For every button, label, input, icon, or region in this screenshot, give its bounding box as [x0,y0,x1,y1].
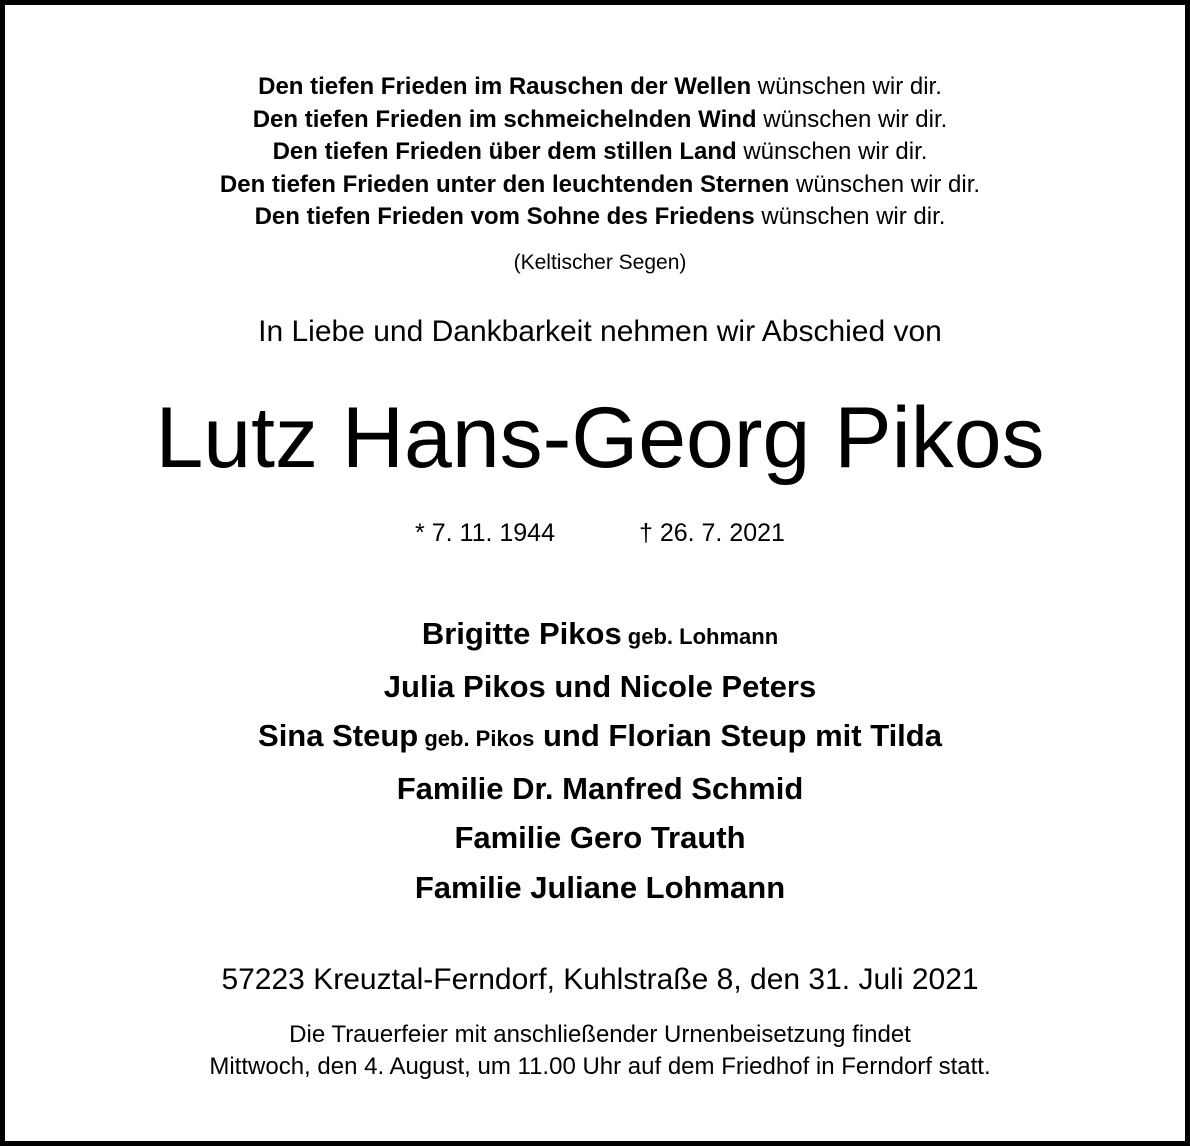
service-line: Die Trauerfeier mit anschließender Urnenbeisetzung findet [289,1021,911,1048]
mourner-line: Brigitte Pikos geb. Lohmann [421,616,779,651]
poem-line: Den tiefen Frieden im schmeichelnden Wind wünschen wir dir. [252,105,948,133]
poem-line: Den tiefen Frieden vom Sohne des Friedens wünschen wir dir. [254,203,946,230]
life-dates [5,516,1190,550]
mourner-line: Julia Pikos und Nicole Peters [383,668,817,704]
poem-source: (Keltischer Segen) [513,251,687,274]
funeral-service-info [5,1019,1190,1083]
poem-line: Den tiefen Frieden im Rauschen der Wellen wünschen wir dir. [258,73,942,100]
poem-line: Den tiefen Frieden unter den leuchtenden Sternen wünschen wir dir. [219,170,981,198]
service-line: Mittwoch, den 4. August, um 11.00 Uhr auf dem Friedhof in Ferndorf statt. [209,1053,991,1080]
mourners-list [5,609,1190,913]
mourner-line: Familie Gero Trauth [454,820,746,856]
deceased-name: Lutz Hans-Georg Pikos [155,390,1045,486]
birth-date: * 7. 11. 1944 [415,519,555,547]
mourner-line: Sina Steup geb. Pikos und Florian Steup mit Tilda [258,718,942,754]
place-and-date: 57223 Kreuztal-Ferndorf, Kuhlstraße 8, den 31. Juli 2021 [221,963,979,996]
mourner-line: Familie Dr. Manfred Schmid [396,770,804,806]
poem-line: Den tiefen Frieden über dem stillen Land wünschen wir dir. [272,138,928,165]
farewell-intro: In Liebe und Dankbarkeit nehmen wir Abschied von [258,315,942,348]
mourner-line: Familie Juliane Lohmann [414,869,786,905]
death-date: † 26. 7. 2021 [638,519,785,547]
blessing-poem [5,71,1190,234]
